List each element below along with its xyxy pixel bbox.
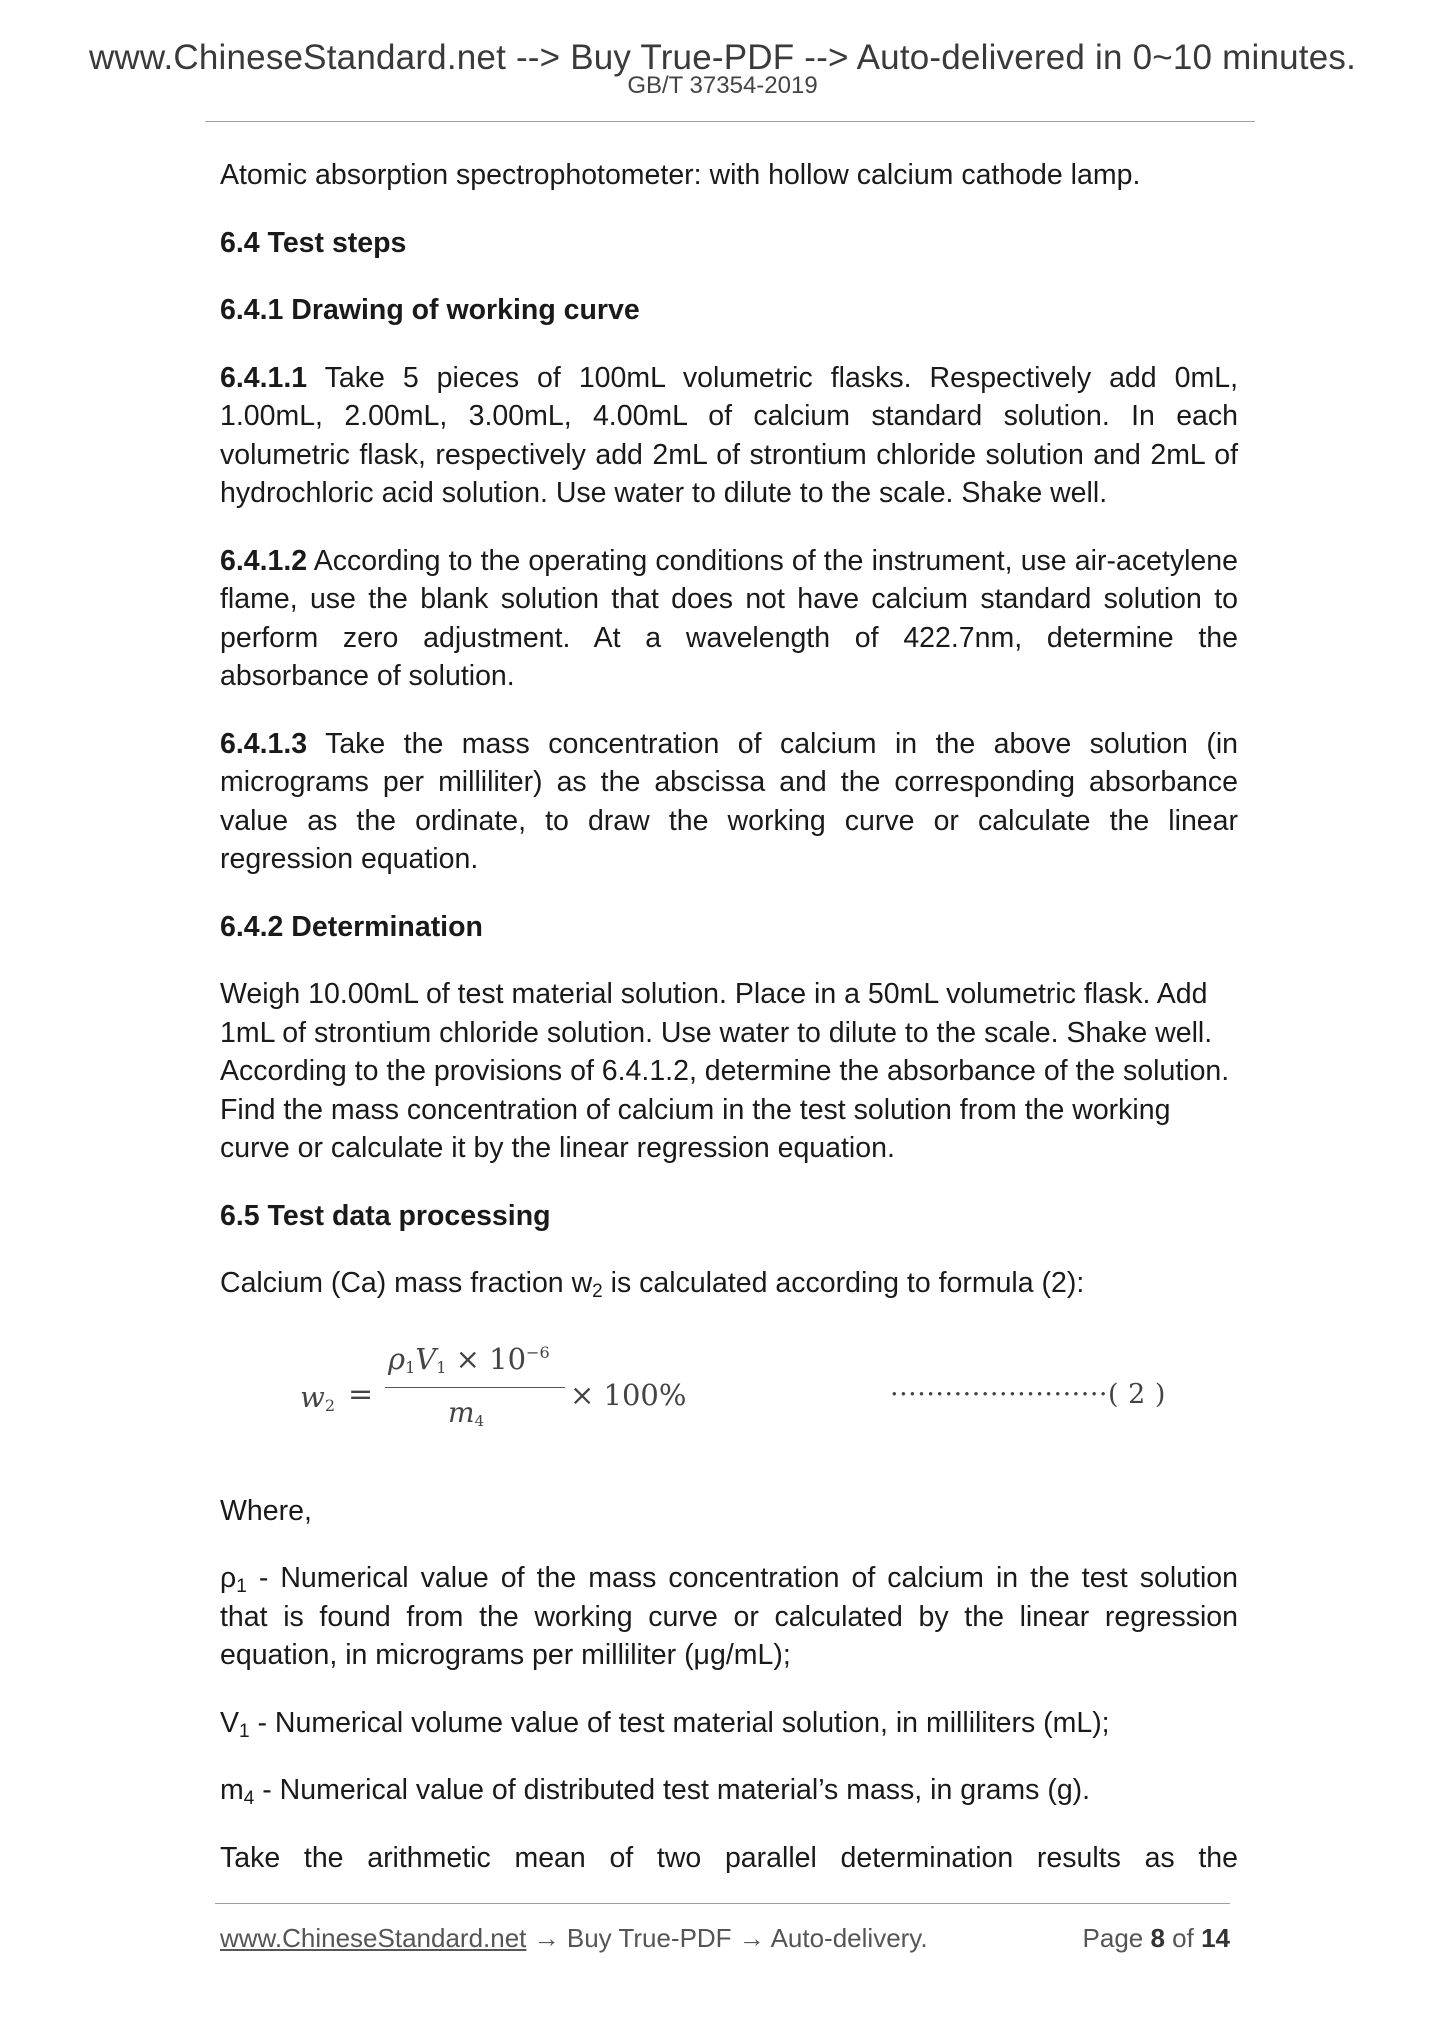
formula-equals: = <box>348 1376 374 1412</box>
formula-fraction-bar <box>385 1387 565 1388</box>
formula-lhs-subscript: 2 <box>324 1395 336 1415</box>
clause-number: 6.4.1.3 <box>220 727 308 760</box>
def-symbol: ρ <box>220 1562 237 1594</box>
page-indicator <box>1083 1923 1230 1954</box>
formula-number: ························( 2 ) <box>890 1378 1166 1410</box>
heading-6-4-2: 6.4.2 Determination <box>220 910 483 943</box>
footer <box>220 1923 1230 1954</box>
def-symbol: m <box>220 1774 244 1806</box>
def-subscript: 4 <box>243 1788 255 1809</box>
formula-v-subscript: 1 <box>436 1357 447 1377</box>
formula-multiplier: × 10 <box>446 1341 527 1376</box>
def-subscript: 1 <box>239 1720 250 1742</box>
formula-rho: ρ <box>388 1341 406 1376</box>
formula-numerator <box>388 1334 550 1388</box>
clause-number: 6.4.1.1 <box>220 361 308 394</box>
intro-subscript: 2 <box>592 1281 603 1302</box>
page-of-label: of <box>1164 1923 1202 1953</box>
paragraph-6-4-1-3 <box>220 725 1238 879</box>
intro-text: Calcium (Ca) mass fraction w <box>220 1267 593 1299</box>
definition-v <box>220 1704 1238 1743</box>
formula-m: m <box>448 1395 475 1429</box>
footer-link[interactable]: www.ChineseStandard.net <box>220 1923 527 1953</box>
page-content <box>220 156 1238 1906</box>
formula-v: V <box>415 1341 437 1376</box>
def-text: - Numerical value of distributed test material’s mass, in grams (g). <box>254 1774 1091 1806</box>
intro-text-end: is calculated according to formula (2): <box>602 1267 1085 1299</box>
formula-m-subscript: 4 <box>474 1411 485 1430</box>
def-text: - Numerical value of the mass concentration of calcium in the test solution that is found from the working curve or calculated by the linear regression equation, in micrograms per milliliter (μg/mL); <box>220 1562 1238 1671</box>
paragraph-instrument: Atomic absorption spectrophotometer: with hollow calcium cathode lamp. <box>220 159 1141 191</box>
formula-rhs: × 100% <box>570 1377 687 1412</box>
paragraph-6-4-1-2 <box>220 542 1238 696</box>
formula-exponent: −6 <box>526 1342 550 1362</box>
formula-rho-subscript: 1 <box>405 1357 416 1377</box>
def-symbol: V <box>220 1706 240 1739</box>
definition-m <box>220 1771 1238 1810</box>
clause-text: According to the operating conditions of the instrument, use air-acetylene flame, use the blank solution that does not have calcium standard solution to perform zero adjustment. At a wavelength of 422.7nm, determine the absorbance of solution. <box>220 544 1238 692</box>
paragraph-determination: Weigh 10.00mL of test material solution. Place in a 50mL volumetric flask. Add 1mL of strontium chloride solution. Use water to dilute to the scale. Shake well. According to the provisions of 6.4.1.2, determine the absorbance of the solution. Find the mass concentration of calcium in the test solution from the working curve or calculate it by the linear regression equation. <box>220 978 1230 1164</box>
paragraph-6-4-1-1 <box>220 359 1238 513</box>
def-text: - Numerical volume value of test material solution, in milliliters (mL); <box>249 1706 1110 1739</box>
paragraph-last: Take the arithmetic mean of two parallel determination results as the <box>220 1841 1238 1874</box>
footer-text: → Buy True-PDF → Auto-delivery. <box>526 1923 928 1953</box>
paragraph-formula-intro <box>220 1264 1238 1303</box>
formula-2 <box>220 1332 1238 1456</box>
paragraph-where: Where, <box>220 1494 312 1527</box>
header-banner: www.ChineseStandard.net --> Buy True-PDF --> Auto-delivered in 0~10 minutes. <box>88 38 1357 77</box>
page-total: 14 <box>1201 1923 1230 1953</box>
clause-number: 6.4.1.2 <box>220 544 308 577</box>
heading-6-4-1: 6.4.1 Drawing of working curve <box>220 294 640 326</box>
heading-6-4: 6.4 Test steps <box>220 226 407 259</box>
header-divider <box>205 121 1255 122</box>
formula-denominator <box>448 1394 484 1441</box>
definition-rho <box>220 1559 1238 1675</box>
def-subscript: 1 <box>236 1576 247 1597</box>
formula-lhs <box>300 1378 335 1426</box>
page-label: Page <box>1082 1923 1151 1953</box>
formula-lhs-symbol: w <box>300 1379 325 1414</box>
footer-divider <box>215 1903 1230 1904</box>
standard-code: GB/T 37354-2019 <box>627 72 818 99</box>
heading-6-5: 6.5 Test data processing <box>220 1199 551 1232</box>
clause-text: Take the mass concentration of calcium in the above solution (in micrograms per milliliter) as the abscissa and the corresponding absorbance value as the ordinate, to draw the working curve or calculate the linear regression equation. <box>220 727 1238 875</box>
clause-text: Take 5 pieces of 100mL volumetric flasks. Respectively add 0mL, 1.00mL, 2.00mL, 3.00mL, 4.00mL of calcium standard solution. In each volumetric flask, respectively add 2mL of strontium chloride solution and 2mL of hydrochloric acid solution. Use water to dilute to the scale. Shake well. <box>220 361 1238 509</box>
page-number: 8 <box>1150 1923 1165 1953</box>
